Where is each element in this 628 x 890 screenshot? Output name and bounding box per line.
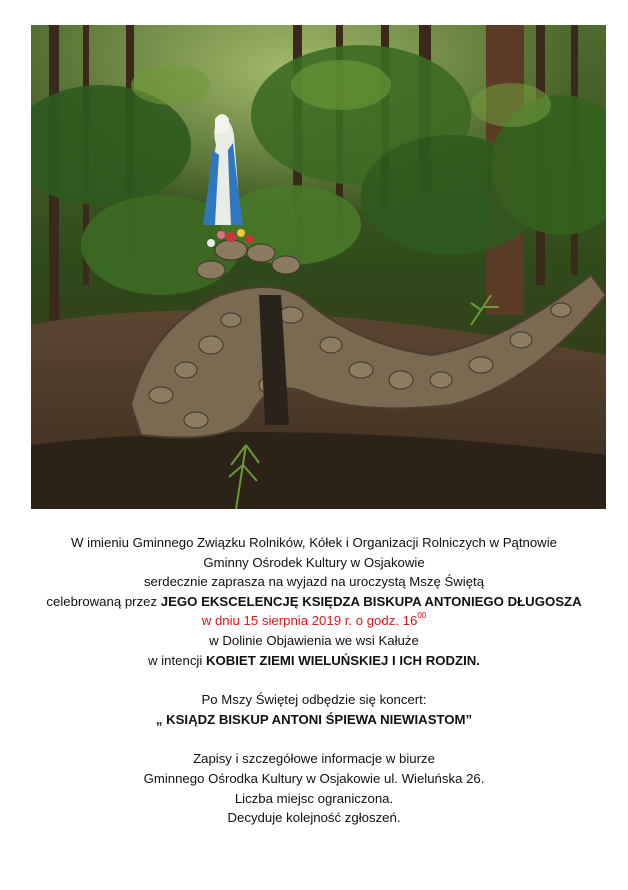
invitation-line-intention xyxy=(20,651,608,671)
invitation-text xyxy=(20,533,608,828)
info-line-limited: Liczba miejsc ograniczona. xyxy=(234,790,394,806)
invitation-line-culture-center: Gminny Ośrodek Kultury w Osjakowie xyxy=(203,554,425,570)
invitation-line-date xyxy=(20,611,608,631)
info-line-address: Gminnego Ośrodka Kultury w Osjakowie ul. Wieluńska 26. xyxy=(143,770,485,786)
info-line-order: Decyduje kolejność zgłoszeń. xyxy=(227,810,401,826)
invitation-line-place: w Dolinie Objawienia we wsi Kałuże xyxy=(209,632,419,648)
celebrant-name: JEGO EKSCELENCJĘ KSIĘDZA BISKUPA ANTONIEGO DŁUGOSZA xyxy=(160,593,582,609)
concert-title: „ KSIĄDZ BISKUP ANTONI ŚPIEWA NIEWIASTOM” xyxy=(155,711,473,727)
date-minutes: 00 xyxy=(417,610,427,620)
invitation-line-invite: serdecznie zaprasza na wyjazd na uroczystą Mszę Świętą xyxy=(143,574,485,590)
invitation-line-organizer: W imieniu Gminnego Związku Rolników, Kółek i Organizacji Rolniczych w Pątnowie xyxy=(71,535,557,550)
info-line-registration: Zapisy i szczegółowe informacje w biurze xyxy=(193,751,435,767)
celebrant-prefix: celebrowaną przez xyxy=(46,593,161,609)
grotto-photo xyxy=(31,25,606,509)
intention-text: KOBIET ZIEMI WIELUŃSKIEJ I ICH RODZIN. xyxy=(205,652,480,668)
grotto-illustration xyxy=(31,25,606,509)
date-text: w dniu 15 sierpnia 2019 r. o godz. 16 xyxy=(201,613,418,629)
intention-prefix: w intencji xyxy=(148,652,206,668)
concert-intro: Po Mszy Świętej odbędzie się koncert: xyxy=(201,692,427,708)
invitation-line-celebrant xyxy=(20,592,608,612)
